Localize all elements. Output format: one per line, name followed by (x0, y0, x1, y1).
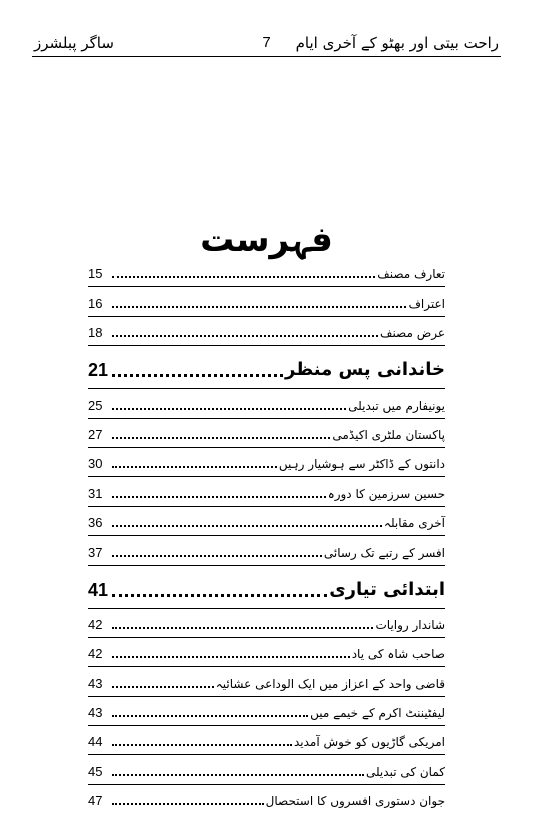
toc-leader-dots (112, 437, 330, 439)
toc-entry-title: تعارف مصنف (377, 267, 445, 282)
toc-entry-row (88, 609, 445, 637)
toc-page-number: 37 (88, 544, 103, 560)
toc-entry-title: حسین سرزمین کا دورہ (327, 486, 445, 501)
toc-page-number: 16 (88, 295, 103, 311)
toc-entry-title: افسر کے رتبے تک رسائی (323, 545, 445, 560)
toc-page-number: 43 (88, 705, 103, 721)
header-page-number: 7 (262, 34, 271, 51)
toc-entry-title: آخری مقابلہ (383, 516, 445, 531)
toc-page-number: 27 (88, 426, 103, 442)
toc-leader-dots (112, 803, 264, 805)
toc-page-number: 25 (88, 397, 103, 413)
toc-leader-dots (112, 306, 406, 308)
toc-page-number: 43 (88, 675, 103, 691)
toc-entry-title: دانتوں کے ڈاکٹر سے ہوشیار رہیں (278, 457, 445, 472)
header-publisher: ساگر پبلشرز (34, 34, 114, 52)
toc-entry-title: پاکستان ملٹری اکیڈمی (332, 427, 445, 442)
toc-entry-title: صاحب شاہ کی یاد (351, 647, 445, 662)
table-of-contents (88, 258, 445, 813)
toc-entry-title: شاندار روایات (375, 617, 445, 632)
toc-leader-dots (112, 686, 214, 688)
toc-page-number: 21 (88, 360, 109, 381)
toc-page-number: 30 (88, 456, 103, 472)
toc-leader-dots (112, 594, 327, 597)
toc-leader-dots (112, 496, 326, 498)
toc-page-number: 36 (88, 515, 103, 531)
header-book-title: راحت بیتی اور بھٹو کے آخری ایام (295, 34, 499, 52)
toc-entry-title: ابتدائی تیاری (329, 578, 445, 600)
toc-leader-dots (112, 466, 277, 468)
toc-entry-title: خاندانی پس منظر (285, 359, 445, 381)
toc-page-number: 41 (88, 579, 109, 600)
toc-entry-title: کمان کی تبدیلی (365, 764, 445, 779)
toc-leader-dots (112, 715, 308, 717)
toc-leader-dots (112, 555, 322, 557)
toc-entry-row (88, 448, 445, 476)
running-header (32, 30, 501, 57)
toc-page-number: 31 (88, 485, 103, 501)
toc-entry-row (88, 258, 445, 286)
toc-entry-row (88, 638, 445, 666)
toc-leader-dots (112, 627, 373, 629)
toc-chapter-row (88, 346, 445, 388)
toc-chapter-row (88, 566, 445, 608)
toc-entry-row (88, 477, 445, 505)
toc-heading: فہرست (200, 220, 333, 260)
toc-entry-title: قاضی واحد کے اعزاز میں ایک الوداعی عشائیہ (215, 676, 445, 691)
toc-leader-dots (112, 656, 350, 658)
toc-leader-dots (112, 408, 346, 410)
toc-entry-title: یونیفارم میں تبدیلی (348, 398, 445, 413)
toc-entry-title: لیفٹیننٹ اکرم کے خیمے میں (310, 706, 445, 721)
toc-page-number: 45 (88, 763, 103, 779)
toc-entry-title: جوان دستوری افسروں کا استحصال (265, 794, 445, 809)
toc-entry-row (88, 667, 445, 695)
toc-entry-title: اعتراف (408, 296, 445, 311)
toc-page-number: 42 (88, 646, 103, 662)
toc-entry-row (88, 755, 445, 783)
toc-entry-row (88, 507, 445, 535)
toc-page-number: 42 (88, 616, 103, 632)
toc-leader-dots (112, 525, 382, 527)
toc-leader-dots (112, 374, 283, 377)
toc-leader-dots (112, 774, 364, 776)
toc-entry-row (88, 697, 445, 725)
toc-page-number: 18 (88, 325, 103, 341)
toc-entry-row (88, 785, 445, 813)
toc-entry-row (88, 389, 445, 417)
toc-entry-row (88, 536, 445, 564)
toc-page-number: 47 (88, 793, 103, 809)
toc-entry-row (88, 726, 445, 754)
toc-entry-title: امریکی گاڑیوں کو خوش آمدید (293, 735, 445, 750)
toc-leader-dots (112, 335, 378, 337)
toc-entry-row (88, 419, 445, 447)
toc-page-number: 15 (88, 266, 103, 282)
toc-leader-dots (112, 744, 292, 746)
toc-leader-dots (112, 276, 375, 278)
toc-entry-title: عرض مصنف (380, 326, 445, 341)
toc-entry-row (88, 287, 445, 315)
toc-entry-row (88, 317, 445, 345)
toc-page-number: 44 (88, 734, 103, 750)
